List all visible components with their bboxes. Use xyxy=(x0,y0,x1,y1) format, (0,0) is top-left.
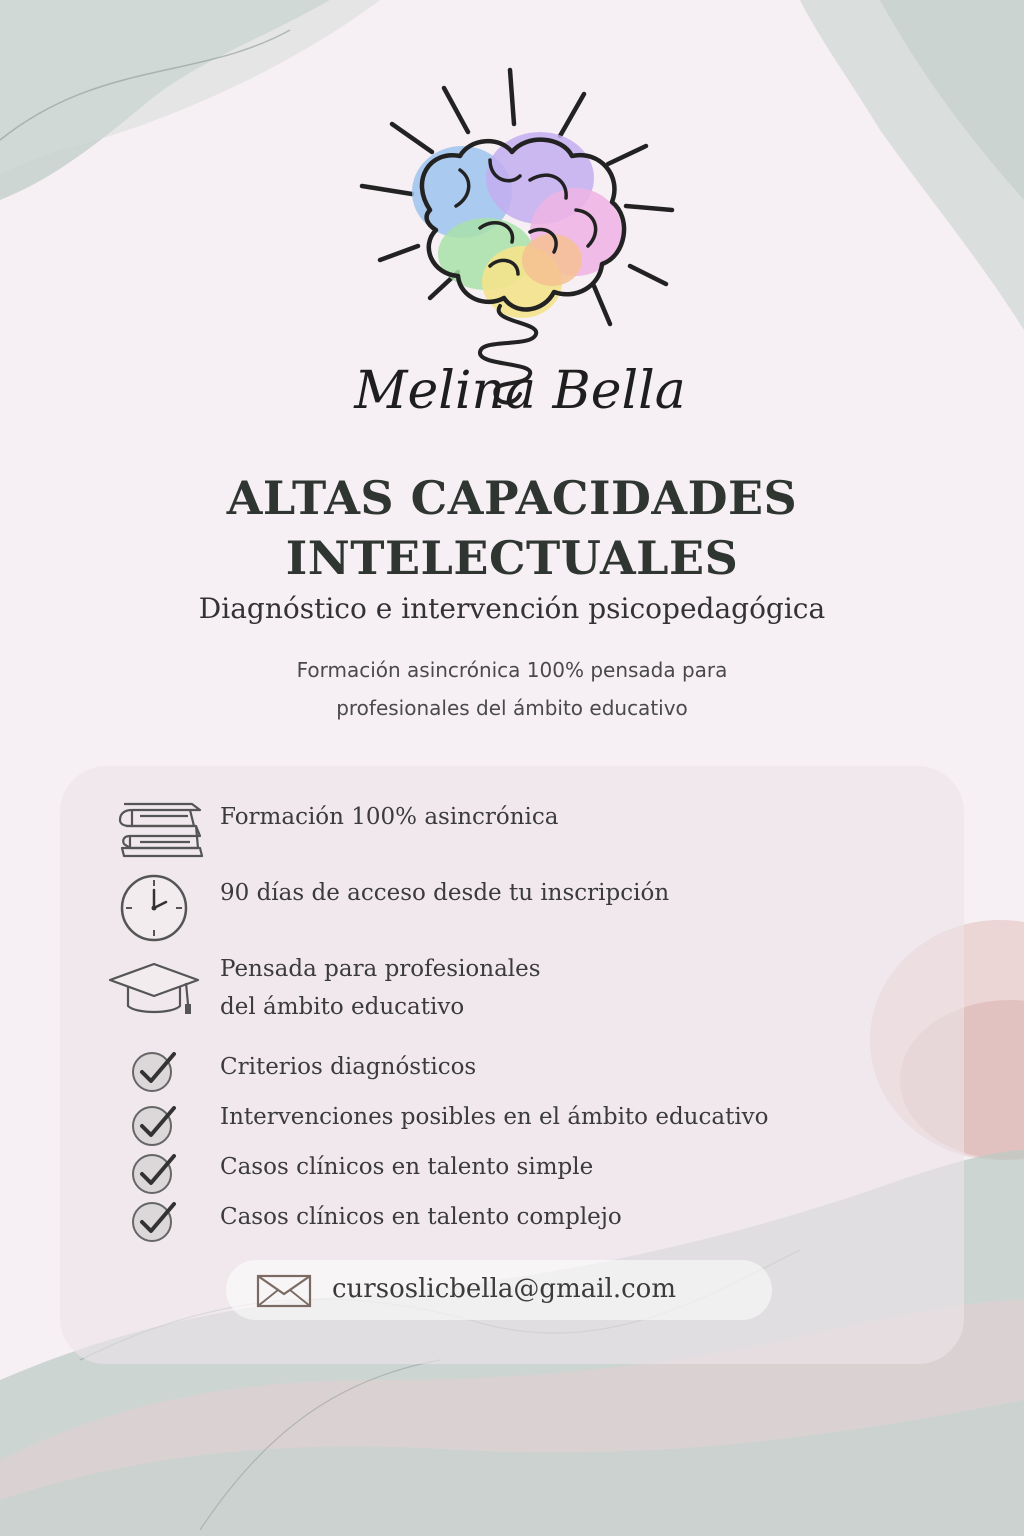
feature-item: 90 días de acceso desde tu inscripción xyxy=(220,880,670,906)
email-address[interactable]: cursoslicbella@gmail.com xyxy=(332,1274,676,1304)
feature-item: Pensada para profesionales xyxy=(220,956,541,982)
brand-name-text: Melina Bella xyxy=(354,361,686,421)
brand-name xyxy=(330,356,710,426)
check-icon xyxy=(130,1048,178,1092)
check-icon xyxy=(130,1150,178,1194)
feature-item: Casos clínicos en talento complejo xyxy=(220,1204,622,1230)
page-subtitle: Diagnóstico e intervención psicopedagógica xyxy=(198,592,826,625)
page-title-line-1: ALTAS CAPACIDADES xyxy=(226,471,798,525)
feature-item: Formación 100% asincrónica xyxy=(220,804,559,830)
graduation-cap-icon xyxy=(106,960,202,1020)
feature-item: Casos clínicos en talento simple xyxy=(220,1154,594,1180)
feature-item: Criterios diagnósticos xyxy=(220,1054,477,1080)
clock-icon xyxy=(118,872,190,944)
check-icon xyxy=(130,1198,178,1242)
books-icon xyxy=(110,796,206,858)
check-icon xyxy=(130,1102,178,1146)
tagline-line-2: profesionales del ámbito educativo xyxy=(336,696,688,720)
feature-item-continuation: del ámbito educativo xyxy=(220,994,465,1020)
envelope-icon xyxy=(256,1274,312,1308)
tagline-line-1: Formación asincrónica 100% pensada para xyxy=(296,658,728,682)
feature-item: Intervenciones posibles en el ámbito educativo xyxy=(220,1104,769,1130)
page-title-line-2: INTELECTUALES xyxy=(285,531,739,585)
